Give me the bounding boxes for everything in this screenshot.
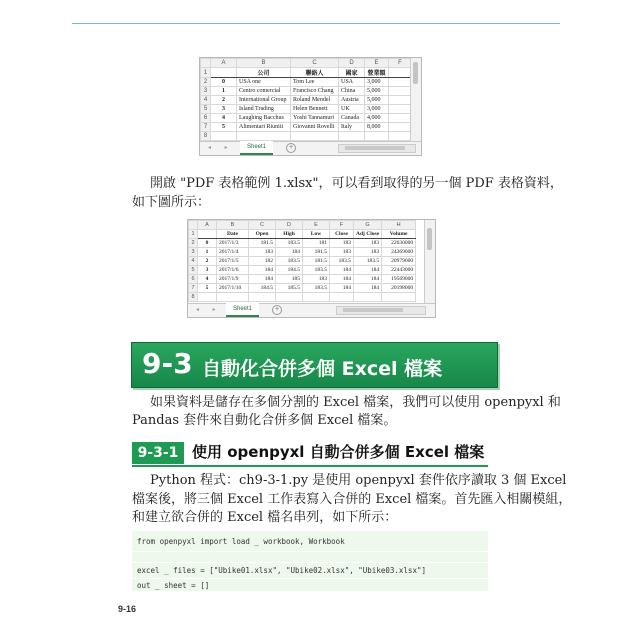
sheet-tab[interactable]: Sheet1 xyxy=(226,303,259,317)
row-number[interactable]: 7 xyxy=(189,284,198,293)
table-row xyxy=(189,293,416,302)
table-cell[interactable] xyxy=(291,132,339,141)
section-title: 自動化合併多個 Excel 檔案 xyxy=(202,358,443,380)
section-number: 9-3 xyxy=(142,347,193,380)
table-cell[interactable] xyxy=(211,132,237,141)
table-cell[interactable]: 20198000 xyxy=(382,284,416,293)
column-letter[interactable]: D xyxy=(339,59,365,68)
row-number[interactable]: 7 xyxy=(201,123,211,132)
table-cell[interactable]: Francisco Chang xyxy=(291,87,339,96)
table-cell[interactable]: 184 xyxy=(330,266,354,275)
table-cell[interactable]: International Group xyxy=(237,96,291,105)
header-cell[interactable]: 營業額 xyxy=(365,68,389,78)
table-cell[interactable]: UK xyxy=(339,105,365,114)
row-number[interactable]: 2 xyxy=(189,239,198,248)
table-cell[interactable]: 181.5 xyxy=(249,239,276,248)
table-cell[interactable]: 2 xyxy=(198,257,217,266)
table-cell[interactable]: Helen Bennett xyxy=(291,105,339,114)
spreadsheet-screenshot-companies xyxy=(199,57,422,156)
column-letter[interactable]: F xyxy=(389,59,412,68)
header-cell[interactable]: Volume xyxy=(382,230,416,239)
column-letter[interactable]: G xyxy=(354,221,382,230)
table-cell[interactable]: 5,000 xyxy=(365,87,389,96)
vertical-scrollbar[interactable] xyxy=(424,220,435,304)
table-cell[interactable] xyxy=(276,293,303,302)
spreadsheet-screenshot-stock xyxy=(187,219,436,318)
table-cell[interactable] xyxy=(389,78,412,87)
paragraph-3-line-2: 檔案後，將三個 Excel 工作表寫入合併的 Excel 檔案。首先匯入相關模組， xyxy=(132,492,572,507)
table-cell[interactable]: 22630000 xyxy=(382,239,416,248)
table-cell[interactable]: 183 xyxy=(249,248,276,257)
table-cell[interactable]: 184 xyxy=(249,266,276,275)
table-row xyxy=(189,266,416,275)
table-cell[interactable]: 2017/1/4 xyxy=(217,248,249,257)
table-cell[interactable]: Giovanni Rovelli xyxy=(291,123,339,132)
row-number[interactable]: 8 xyxy=(201,132,211,141)
table-cell[interactable]: 1 xyxy=(198,248,217,257)
row-number[interactable]: 1 xyxy=(189,230,198,239)
column-letter[interactable]: E xyxy=(365,59,389,68)
table-cell[interactable] xyxy=(354,293,382,302)
table-row xyxy=(189,248,416,257)
column-letter[interactable]: B xyxy=(217,221,249,230)
table-cell[interactable]: 2017/1/5 xyxy=(217,257,249,266)
code-line: excel _ files = ["Ubike01.xlsx", "Ubike02.xlsx", "Ubike03.xlsx"] xyxy=(137,566,426,575)
page-number: 9-16 xyxy=(118,604,137,614)
row-number[interactable]: 1 xyxy=(201,68,211,78)
table-cell[interactable]: Canada xyxy=(339,114,365,123)
table-cell[interactable]: 3 xyxy=(198,266,217,275)
horizontal-scrollbar[interactable] xyxy=(338,144,416,153)
column-letter[interactable]: C xyxy=(291,59,339,68)
subsection-number: 9-3-1 xyxy=(132,442,184,464)
table-cell[interactable]: 185 xyxy=(276,275,303,284)
table-cell[interactable]: 0 xyxy=(211,78,237,87)
row-number[interactable]: 5 xyxy=(189,266,198,275)
row-number[interactable]: 5 xyxy=(201,105,211,114)
table-cell[interactable]: 20979000 xyxy=(382,257,416,266)
table-row xyxy=(201,114,412,123)
table-cell[interactable]: 3,000 xyxy=(365,105,389,114)
section-banner xyxy=(131,342,498,388)
table-cell[interactable]: Island Trading xyxy=(237,105,291,114)
row-number[interactable]: 6 xyxy=(201,114,211,123)
table-cell[interactable]: 181.5 xyxy=(303,257,330,266)
table-cell[interactable]: 8,000 xyxy=(365,123,389,132)
table-cell[interactable]: 24369000 xyxy=(382,248,416,257)
column-letter[interactable]: E xyxy=(303,221,330,230)
table-cell[interactable] xyxy=(389,96,412,105)
table-cell[interactable]: 181 xyxy=(303,239,330,248)
table-cell[interactable]: 5,000 xyxy=(365,96,389,105)
table-cell[interactable]: 19569000 xyxy=(382,275,416,284)
table-row xyxy=(189,284,416,293)
table-cell[interactable]: USA xyxy=(339,78,365,87)
table-cell[interactable]: Centro comercial xyxy=(237,87,291,96)
table-cell[interactable]: 184 xyxy=(276,248,303,257)
table-row xyxy=(201,68,412,78)
table-cell[interactable]: 184 xyxy=(249,275,276,284)
table-cell[interactable]: 2017/1/10 xyxy=(217,284,249,293)
table-cell[interactable] xyxy=(389,87,412,96)
table-cell[interactable]: 183.5 xyxy=(354,257,382,266)
top-rule xyxy=(72,23,560,24)
table-cell[interactable] xyxy=(365,132,389,141)
table-cell[interactable] xyxy=(389,105,412,114)
table-cell[interactable]: 184.5 xyxy=(276,266,303,275)
table-cell[interactable]: 183.5 xyxy=(276,257,303,266)
table-cell[interactable] xyxy=(330,293,354,302)
row-number[interactable]: 2 xyxy=(201,78,211,87)
table-row xyxy=(201,123,412,132)
table-cell[interactable] xyxy=(303,293,330,302)
sheet-tab-bar xyxy=(188,303,435,317)
header-cell[interactable]: 國家 xyxy=(339,68,365,78)
table-cell[interactable]: Austria xyxy=(339,96,365,105)
table-row xyxy=(189,275,416,284)
table-cell[interactable]: USA one xyxy=(237,78,291,87)
table-cell[interactable]: 183.5 xyxy=(303,266,330,275)
table-cell[interactable]: 183.5 xyxy=(276,239,303,248)
column-letter[interactable] xyxy=(201,59,211,68)
table-cell[interactable]: 3 xyxy=(211,105,237,114)
table-row xyxy=(201,96,412,105)
header-cell[interactable] xyxy=(198,230,217,239)
column-letter[interactable]: B xyxy=(237,59,291,68)
column-letter[interactable]: A xyxy=(211,59,237,68)
table-cell[interactable]: 2017/1/6 xyxy=(217,266,249,275)
column-letter[interactable]: A xyxy=(198,221,217,230)
row-number[interactable]: 4 xyxy=(189,257,198,266)
table-cell[interactable] xyxy=(389,123,412,132)
table-cell[interactable]: 183 xyxy=(330,239,354,248)
column-letter[interactable]: C xyxy=(249,221,276,230)
table-cell[interactable]: 181.5 xyxy=(303,248,330,257)
header-cell[interactable]: Date xyxy=(217,230,249,239)
table-cell[interactable] xyxy=(389,132,412,141)
table-cell[interactable]: Tom Lee xyxy=(291,78,339,87)
table-cell[interactable] xyxy=(198,293,217,302)
row-number[interactable]: 3 xyxy=(201,87,211,96)
row-number[interactable]: 3 xyxy=(189,248,198,257)
table-cell[interactable]: Italy xyxy=(339,123,365,132)
add-sheet-icon[interactable]: + xyxy=(272,305,282,315)
sheet-tab-bar xyxy=(200,141,421,155)
subsection-rule xyxy=(132,465,488,467)
table-cell[interactable] xyxy=(217,293,249,302)
paragraph-1-line-2: 如下圖所示： xyxy=(132,195,211,210)
code-block xyxy=(132,531,488,591)
table-cell[interactable] xyxy=(249,293,276,302)
header-cell[interactable]: Close xyxy=(330,230,354,239)
table-cell[interactable]: 4 xyxy=(198,275,217,284)
column-letter[interactable]: D xyxy=(276,221,303,230)
column-letter-row xyxy=(189,221,416,230)
table-cell[interactable]: 3,000 xyxy=(365,78,389,87)
table-row xyxy=(201,132,412,141)
table-cell[interactable]: 184 xyxy=(354,275,382,284)
paragraph-3-line-3: 和建立欲合併的 Excel 檔名串列，如下所示： xyxy=(132,510,398,525)
sheet-tab[interactable]: Sheet1 xyxy=(240,141,273,155)
row-number[interactable]: 4 xyxy=(201,96,211,105)
header-cell[interactable] xyxy=(211,68,237,78)
column-letter[interactable]: F xyxy=(330,221,354,230)
header-cell[interactable] xyxy=(389,68,412,78)
column-letter[interactable] xyxy=(189,221,198,230)
table-row xyxy=(189,230,416,239)
table-cell[interactable]: Roland Mendel xyxy=(291,96,339,105)
code-line: from openpyxl import load _ workbook, Workbook xyxy=(137,537,345,546)
table-cell[interactable]: 184 xyxy=(354,284,382,293)
table-cell[interactable]: 5 xyxy=(211,123,237,132)
paragraph-1-line-1: 開啟 "PDF 表格範例 1.xlsx"，可以看到取得的另一個 PDF 表格資料， xyxy=(150,176,563,191)
table-row xyxy=(201,87,412,96)
table-cell[interactable]: 2017/1/3 xyxy=(217,239,249,248)
row-number[interactable]: 8 xyxy=(189,293,198,302)
table-cell[interactable]: 1 xyxy=(211,87,237,96)
header-cell[interactable]: Low xyxy=(303,230,330,239)
table-row xyxy=(189,239,416,248)
table-cell[interactable]: 183 xyxy=(330,248,354,257)
companies-table xyxy=(200,58,412,141)
table-cell[interactable]: 5 xyxy=(198,284,217,293)
code-line: out _ sheet = [] xyxy=(137,581,210,590)
table-cell[interactable]: 183 xyxy=(354,248,382,257)
table-row xyxy=(189,257,416,266)
table-cell[interactable]: 184 xyxy=(330,284,354,293)
table-cell[interactable]: Yoshi Tannamuri xyxy=(291,114,339,123)
table-cell[interactable] xyxy=(389,114,412,123)
table-cell[interactable]: 183.5 xyxy=(330,257,354,266)
column-letter[interactable]: H xyxy=(382,221,416,230)
sheet-nav-arrows-icon[interactable]: ◂ ▸ xyxy=(196,307,222,313)
paragraph-2-line-2: Pandas 套件來自動化合併多個 Excel 檔案。 xyxy=(132,413,397,428)
horizontal-scrollbar[interactable] xyxy=(336,306,426,315)
table-cell[interactable]: 183 xyxy=(303,275,330,284)
header-cell[interactable]: 公司 xyxy=(237,68,291,78)
table-cell[interactable]: Alimentari Riuniti xyxy=(237,123,291,132)
table-cell[interactable]: 184.5 xyxy=(249,284,276,293)
header-cell[interactable]: 聯絡人 xyxy=(291,68,339,78)
subsection-title: 使用 openpyxl 自動合併多個 Excel 檔案 xyxy=(192,443,485,461)
table-cell[interactable]: 4,000 xyxy=(365,114,389,123)
stock-table xyxy=(188,220,416,302)
table-cell[interactable]: 182 xyxy=(249,257,276,266)
table-cell[interactable]: 0 xyxy=(198,239,217,248)
table-cell[interactable]: 185.5 xyxy=(276,284,303,293)
header-cell[interactable]: Open xyxy=(249,230,276,239)
table-cell[interactable]: Laughing Bacchus xyxy=(237,114,291,123)
table-cell[interactable]: 22443000 xyxy=(382,266,416,275)
table-cell[interactable]: 4 xyxy=(211,114,237,123)
table-row xyxy=(201,78,412,87)
column-letter-row xyxy=(201,59,412,68)
vertical-scrollbar[interactable] xyxy=(410,58,421,142)
table-cell[interactable]: 184 xyxy=(330,275,354,284)
add-sheet-icon[interactable]: + xyxy=(286,143,296,153)
paragraph-2-line-1: 如果資料是儲存在多個分割的 Excel 檔案，我們可以使用 openpyxl 和 xyxy=(150,395,561,410)
table-cell[interactable]: 183 xyxy=(354,239,382,248)
table-cell[interactable] xyxy=(339,132,365,141)
table-cell[interactable]: 184 xyxy=(354,266,382,275)
header-cell[interactable]: High xyxy=(276,230,303,239)
table-cell[interactable]: China xyxy=(339,87,365,96)
table-cell[interactable]: 2017/1/9 xyxy=(217,275,249,284)
table-cell[interactable]: 183.5 xyxy=(303,284,330,293)
sheet-nav-arrows-icon[interactable]: ◂ ▸ xyxy=(208,145,234,151)
row-number[interactable]: 6 xyxy=(189,275,198,284)
table-row xyxy=(201,105,412,114)
table-cell[interactable] xyxy=(382,293,416,302)
header-cell[interactable]: Adj Close xyxy=(354,230,382,239)
table-cell[interactable]: 2 xyxy=(211,96,237,105)
paragraph-3-line-1: Python 程式：ch9-3-1.py 是使用 openpyxl 套件依序讀取 3 個 Excel xyxy=(150,473,567,488)
table-cell[interactable] xyxy=(237,132,291,141)
